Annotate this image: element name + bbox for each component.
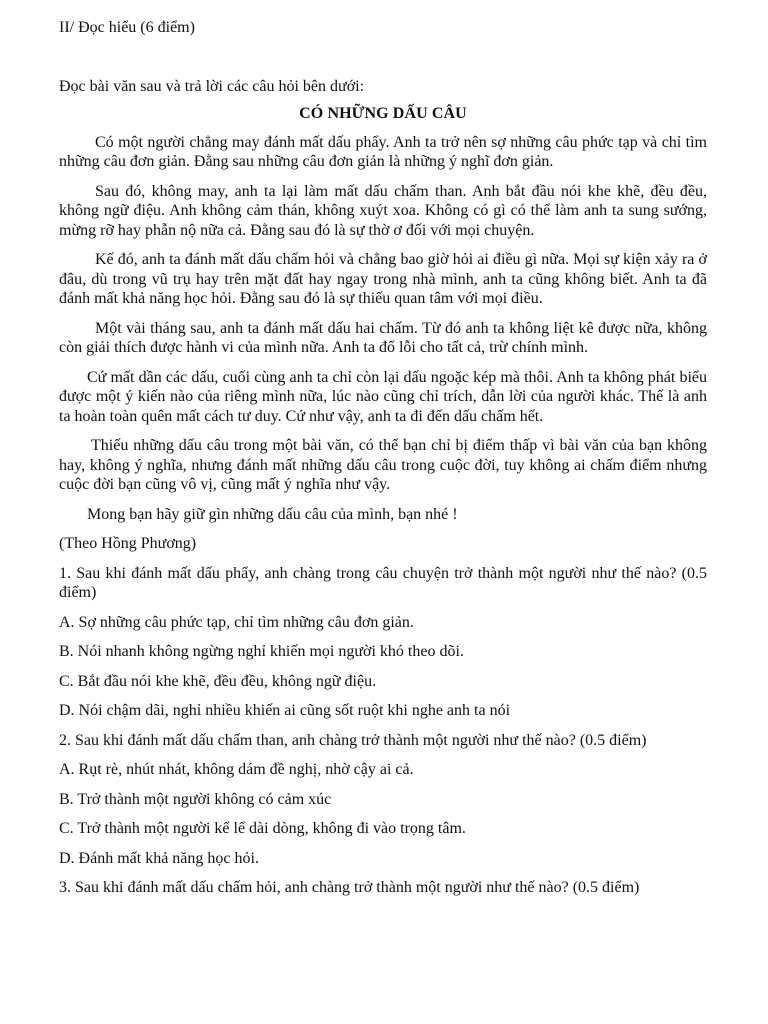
question-prompt: 2. Sau khi đánh mất dấu chấm than, anh chàng trở thành một người như thế nào? (0.5 điểm) [59,731,647,749]
document-page [59,18,707,898]
instruction-text: Đọc bài văn sau và trả lời các câu hỏi bên dưới: [59,77,365,95]
story-paragraph: Thiếu những dấu câu trong một bài văn, có thể bạn chỉ bị điểm thấp vì bài văn của bạn không hay, không ý nghĩa, nhưng đánh mất những dấu câu trong cuộc đời, tuy không ai chấm điểm nhưng cuộc đời bạn cũng vô vị, cũng mất ý nghĩa như vậy. [59,437,707,493]
closing-line: Mong bạn hãy giữ gìn những dấu câu của mình, bạn nhé ! [87,505,458,523]
answer-option: D. Nói chậm dãi, nghỉ nhiều khiến ai cũng sốt ruột khi nghe anh ta nói [59,702,511,719]
answer-option: C. Trở thành một người kể lể dài dòng, không đi vào trọng tâm. [59,820,466,837]
story-paragraph: Có một người chẳng may đánh mất dấu phẩy. Anh ta trở nên sợ những câu phức tạp và chỉ tìm những câu đơn giản. Đằng sau những câu đơn giản là những ý nghĩ đơn giản. [59,133,707,170]
answer-option: B. Nói nhanh không ngừng nghỉ khiến mọi người khó theo dõi. [59,643,464,660]
answer-option: A. Sợ những câu phức tạp, chỉ tìm những câu đơn giản. [59,613,414,631]
question-prompt: 3. Sau khi đánh mất dấu chấm hỏi, anh chàng trở thành một người như thế nào? (0.5 điểm) [59,879,640,896]
answer-option: A. Rụt rè, nhút nhát, không dám đề nghị, nhờ cậy ai cả. [59,761,414,778]
story-paragraph: Sau đó, không may, anh ta lại làm mất dấu chấm than. Anh bắt đầu nói khe khẽ, đều đều, không ngữ điệu. Anh không cảm thán, không xuýt xoa. Không có gì có thể làm anh ta sung sướng, mừng rỡ hay phẫn nộ nữa cả. Đằng sau đó là sự thờ ơ đối với mọi chuyện. [59,182,707,239]
answer-option: C. Bắt đầu nói khe khẽ, đều đều, không ngữ điệu. [59,672,377,690]
story-paragraph: Kế đó, anh ta đánh mất dấu chấm hỏi và chẳng bao giờ hỏi ai điều gì nữa. Mọi sự kiện xảy ra ở đâu, dù trong vũ trụ hay trên mặt đất hay ngay trong nhà mình, anh ta cũng không biết. Anh ta đã đánh mất khả năng học hỏi. Đằng sau đó là sự thiếu quan tâm với mọi điều. [59,251,707,307]
source-credit: (Theo Hồng Phương) [59,535,197,552]
question-prompt: 1. Sau khi đánh mất dấu phẩy, anh chàng trong câu chuyện trở thành một người như thế nào? (0.5 điểm) [59,564,707,601]
answer-option: D. Đánh mất khả năng học hỏi. [59,849,259,867]
section-heading: II/ Đọc hiểu (6 điểm) [59,19,195,36]
story-title: CÓ NHỮNG DẤU CÂU [299,105,467,122]
answer-option: B. Trở thành một người không có cảm xúc [59,790,332,808]
story-paragraph: Cứ mất dần các dấu, cuối cùng anh ta chỉ còn lại dấu ngoặc kép mà thôi. Anh ta không phát biểu được một ý kiến nào của riêng mình nữa, lúc nào cũng chỉ trích, dẫn lời của người khác. Thế là anh ta hoàn toàn quên mất cách tư duy. Cứ như vậy, anh ta đi đến dấu chấm hết. [59,368,707,425]
story-paragraph: Một vài tháng sau, anh ta đánh mất dấu hai chấm. Từ đó anh ta không liệt kê được nữa, không còn giải thích được hành vi của mình nữa. Anh ta đổ lỗi cho tất cả, trừ chính mình. [59,319,707,356]
